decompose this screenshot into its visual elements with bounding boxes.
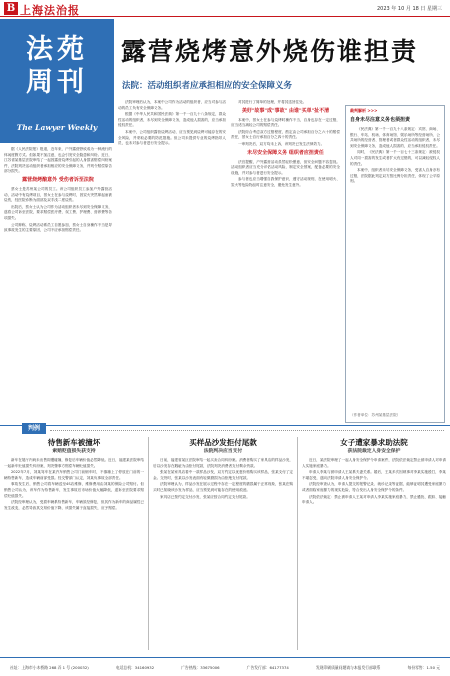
paragraph: 根据《中华人民共和国民法典》第一千一百九十八条规定，群众性活动的组织者，未尽到安全保障义务，造成他人损害的，应当承担侵权责任。	[118, 112, 226, 128]
page-footer	[0, 657, 450, 676]
article-body	[302, 458, 446, 506]
paragraph: 法院经审理认为，受损车辆系待售新车，车辆虽经修复，但其作为新车的商品属性已发生改变，必然导致其交易价值下降，该损失属于直接损失，应予赔偿。	[4, 500, 144, 510]
paragraph: 本案中，组织者未尽安全保障义务，受害人自身亦有过错，法院据此判定双方按比例分担责任，体现了公平原则。	[350, 168, 440, 184]
paragraph: 法院审理后认为，本案中公司作为活动的组织者，应当对参与活动的员工负有安全保障义务。	[118, 100, 226, 110]
paragraph: 申请人李某与被申请人王某系夫妻关系。婚后，王某多次因琐事对李某实施殴打，李某不堪忍受，遂向法院申请人身安全保护令。	[302, 470, 446, 480]
lead-article-column-1	[4, 147, 112, 423]
article-body	[4, 458, 144, 511]
column-separator	[297, 437, 298, 650]
paragraph: 参与者也应当增强自我保护意识，遵守活动规则，在使用明火、炭火等危险物品时注意安全，避免发生意外。	[231, 177, 340, 187]
paragraph: 公司辩称，烧烤活动系员工自愿参加，蔡女士自身操作不当是导致事故发生的主要原因，公司不应承担赔偿责任。	[4, 222, 112, 233]
analysis-sidebar	[345, 105, 445, 423]
footer-address: 社址：上海市小木桥路 268 弄 1 号 (200032)	[10, 665, 89, 670]
article-title: 待售新车被撞坏	[47, 438, 101, 447]
lead-article-column-3	[231, 100, 340, 423]
case-article-1	[4, 438, 144, 652]
paragraph: 同时，《民法典》第一千一百七十三条规定：被侵权人对同一损害的发生或者扩大有过错的，可以减轻侵权人的责任。	[350, 150, 440, 166]
paragraph: 出院后，蔡女士认为公司作为活动组织者未尽到安全保障义务，遂将公司诉至法院，要求赔偿医疗费、误工费、护理费、营养费等各项损失。	[4, 204, 112, 220]
paragraph: 本案中，蔡女士在参与烧烤时操作不当，自身也存在一定过错，应当适当减轻公司的赔偿责任。	[231, 117, 340, 128]
article-subtitle: 索赔贬值损失获支持	[52, 449, 96, 454]
section-heading: 未尽安全保障义务 组织者应担责任	[247, 149, 324, 156]
footer-distribution: 广告发行部：64177374	[246, 665, 289, 670]
case-article-2	[153, 438, 293, 652]
article-title: 买样品沙发拒付尾款	[189, 438, 257, 447]
section-title: 法苑周刊	[26, 34, 88, 98]
main-subheadline: 法院：活动组织者应承担相应的安全保障义务	[122, 81, 293, 91]
sidebar-byline: （作者单位：苏州某基层法院）	[350, 413, 401, 417]
paragraph: 家具店已按约定交付沙发，张某应按合同约定支付尾款。	[160, 494, 250, 499]
paragraph: 据《人民法院报》报道，近年来，户外露营野炊成为一种流行的休闲度假方式。但如果不加注意，也会引发安全隐患和纠纷。近日，江苏省某基层法院审结了一起因露营烧烤引起的人身损害赔偿纠纷案件，法院判决活动组织者承担相应的安全保障义务，并判令赔偿原告部分损失。	[4, 147, 112, 174]
section-heading: 美好"故事"成"事故" 由谁"买单"扯不清	[241, 107, 330, 114]
section-subtitle: The Lawyer Weekly	[16, 123, 98, 132]
section-banner	[0, 19, 114, 143]
main-headline: 露营烧烤意外烧伤谁担责	[121, 37, 419, 66]
lead-article-column-2	[118, 100, 226, 423]
footer-notice: 发现印刷质量问题请与本报发行部联系	[315, 665, 381, 670]
paragraph: 2022年7月，刘某驾车在某汽车销售公司门前倒车时，不慎撞上了停放在门前的一辆待售新车，造成车辆前部受损。经交警部门认定，刘某负事故全部责任。	[4, 470, 144, 480]
paragraph: 事故发生后，销售公司将车辆送至4S店维修，维修费用由刘某的保险公司赔付。但销售公司认为，该车作为待售新车，发生事故后市场价值大幅降低，遂诉至法院要求赔偿贬值损失。	[4, 482, 144, 498]
paragraph: 法院综合考虑双方过错程度，酌定由公司承担百分之六十的赔偿责任，蔡女士自行承担百分之四十的责任。	[231, 129, 340, 140]
column-separator	[148, 437, 149, 650]
section-heading: 露营烧烤酿意外 受伤者诉至法院	[22, 176, 94, 183]
newspaper-name: 上海法治报	[20, 4, 80, 17]
section-tag: 判例	[22, 423, 46, 434]
paragraph: 法院审理认为，样品沙发在展示过程中存在一定程度的磨损属于正常现象，张某在购买时已知晓该沙发为样品，应当预见到可能存在的使用痕迹。	[153, 482, 293, 492]
sidebar-title: 自身未尽注意义务也须担责	[350, 117, 411, 123]
article-subtitle: 法院判决应当支付	[203, 449, 243, 454]
paragraph: 法院依法裁定：禁止被申请人王某对申请人李某实施家庭暴力，禁止骚扰、跟踪、接触申请人。	[302, 494, 446, 505]
footer-price: 每份零售：1.50 元	[407, 665, 440, 670]
footer-ads: 广告热线：33675006	[181, 665, 220, 670]
paragraph: 法官提醒，户外露营活动虽然轻松惬意，但安全问题不容忽视。活动组织者应当充分评估活动风险，制定安全预案，配备必要的安全设施，并对参与者进行安全提示。	[231, 159, 340, 175]
paragraph: 新车在展厅内尚未出售即遭碰撞，修复后车辆价值必然降低。近日，福建某法院审结一起新车贬值损失纠纷案，判决肇事方赔偿车辆贬值损失。	[4, 458, 144, 468]
paragraph: 蔡女士是苏州某公司的员工。该公司组织员工参加户外露营活动，活动中有烧烤项目，蔡女士在参与烧烤时，因炭火突然窜起而被烧伤，经医院诊断为面部及双手浅二度烧伤。	[4, 186, 112, 203]
footer-phone: 电话总机：34160932	[115, 665, 155, 670]
paragraph: 张某在某家具店看中一款样品沙发，双方约定以优惠价格购买该样品，张某支付了定金。交货时，张某以沙发表面有轻微磨损为由拒绝支付尾款。	[153, 470, 293, 480]
article-title: 女子遭家暴求助法院	[340, 438, 408, 447]
paragraph: 对其进行了简单的处理，并将其送回住处。	[238, 100, 307, 104]
issue-date: 2023 年 10 月 18 日 星期三	[377, 6, 442, 12]
case-article-3	[302, 438, 446, 652]
masthead	[0, 0, 450, 17]
sidebar-body	[350, 127, 440, 412]
paragraph: 一审判决后，双方均未上诉，该判决已发生法律效力。	[238, 141, 325, 146]
newspaper-logo-mark: B	[4, 2, 18, 15]
paragraph: 本案中，公司组织露营烧烤活动，应当预见到烧烤可能存在的安全风险，并采取必要的防范措施。但公司未提供专业的烧烤指导人员，也未对参与者进行安全提示。	[118, 129, 226, 146]
paragraph: 近日，某法院审理了一起人身安全保护令申请案件，法院依法裁定禁止被申请人对申请人实施家庭暴力。	[302, 458, 446, 468]
divider-line	[50, 430, 444, 431]
paragraph: 法院经审查认为，申请人提交的报警记录、就诊记录等证据，能够证明其遭受家庭暴力或者面临家庭暴力的现实危险，符合发出人身安全保护令的条件。	[302, 482, 446, 492]
paragraph: 《民法典》第一千一百九十八条规定：宾馆、商场、银行、车站、机场、体育场馆、娱乐场所等经营场所、公共场所的经营者、管理者或者群众性活动的组织者，未尽到安全保障义务，造成他人损害的，应当承担侵权责任。	[350, 127, 440, 148]
sidebar-label: 裁判解析 >>>	[350, 108, 378, 113]
section-divider	[0, 425, 450, 433]
article-subtitle: 获法院裁定人身安全保护	[347, 449, 401, 454]
paragraph: 日前，福建省某区法院审结一起买卖合同纠纷案。消费者购买了家具店的样品沙发，后以沙发存在瑕疵为由拒付尾款，法院判决消费者支付剩余货款。	[153, 458, 293, 468]
article-body	[153, 458, 293, 500]
